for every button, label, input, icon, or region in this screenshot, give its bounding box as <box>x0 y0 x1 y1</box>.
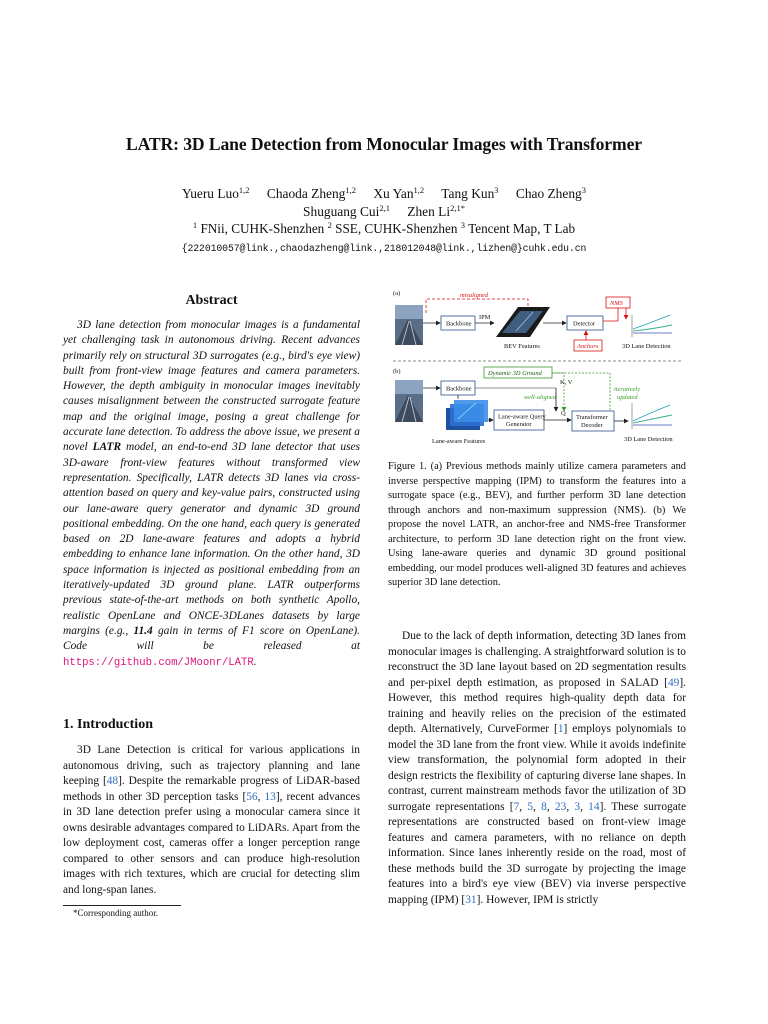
code-link[interactable]: https://github.com/JMoonr/LATR <box>63 656 254 669</box>
road-image-b <box>395 380 423 422</box>
introduction-body: 3D Lane Detection is critical for various applications in autonomous driving, such as trajectory planning and lane keeping [48]. Despite the remarkable progress of LiDAR-based methods in other 3D perception tasks [56, 13], recent advances in 3D lane detection prefer using a monocular camera since it owns desirable advantages compared to LiDARs. Apart from the low deployment cost, cameras offer a longer perception range compared to other sensors and can produce high-resolution images with rich textures, which are crucial for detecting slim and long-span lanes. <box>63 744 360 896</box>
citation-link[interactable]: 13 <box>264 790 276 803</box>
author: Yueru Luo$^{1,2}$ <box>182 185 250 201</box>
well-aligned-label: well-aligned <box>524 394 556 401</box>
lane-aware-feature-stack <box>446 400 488 430</box>
lane-detection-label-a: 3D Lane Detection <box>622 343 671 350</box>
citation-link[interactable]: 7 <box>513 800 520 813</box>
affiliations: $^1$ FNii, CUHK-Shenzhen $^2$ SSE, CUHK-Shenzhen $^3$ Tencent Map, T Lab <box>192 220 576 236</box>
panel-b-label: (b) <box>393 368 401 375</box>
lane-output-b <box>632 403 672 429</box>
kv-label: K, V <box>560 379 573 386</box>
footnote-rule <box>63 905 181 906</box>
citation-link[interactable]: 1 <box>557 723 564 735</box>
citation-link[interactable]: 5 <box>527 800 534 813</box>
lane-output-a <box>632 315 672 337</box>
panel-a-label: (a) <box>393 290 401 297</box>
figure-1-diagram <box>388 285 688 453</box>
svg-text:Lane-aware Query: Lane-aware Query <box>498 413 546 421</box>
bev-features-label: BEV Features <box>504 343 540 350</box>
citation-link[interactable]: 3 <box>574 800 581 813</box>
citation-link[interactable]: 14 <box>588 800 600 813</box>
citation-link[interactable]: 56 <box>246 790 258 803</box>
footnote: *Corresponding author. <box>73 908 158 918</box>
iteratively-label: iteratively <box>614 386 640 393</box>
intro-right-column: Due to the lack of depth information, detecting 3D lanes from monocular images is challenging. A straightforward solution is to reconstruct the 3D lane layout based on 2D segmentation results and per-pixel depth estimation, as proposed in SALAD [49]. However, this method requires high-quality depth data for training and heavily relies on the precision of the estimated depth. Alternatively, CurveFormer [1] employs polynomials to model the 3D lane from the front view. While it avoids indefinite view transformation, the polynomial form adopted in their design restricts the flexibility of capturing diverse lane shapes. In contrast, current mainstream methods favor the utilization of 3D surrogate representations [7, 5, 8, 23, 3, 14]. These surrogate representations are constructed based on front-view image features and camera parameters, with no reliance on depth information. Since lanes inherently reside on the road, most of these methods build the 3D surrogate by projecting the image features into a bird's eye view (BEV) via inverse perspective mapping (IPM) [31]. However, IPM is strictly <box>388 630 687 906</box>
introduction-heading: 1. Introduction <box>63 717 153 732</box>
svg-text:Decoder: Decoder <box>581 422 603 429</box>
citation-link[interactable]: 8 <box>541 800 547 813</box>
svg-text:Backbone: Backbone <box>446 385 472 393</box>
q-label: Q <box>561 410 566 417</box>
citation-link[interactable]: 48 <box>106 775 119 787</box>
author: Chaoda Zheng$^{1,2}$ <box>266 185 356 201</box>
citation-link[interactable]: 23 <box>554 800 567 813</box>
svg-text:Dynamic 3D Ground: Dynamic 3D Ground <box>488 370 542 377</box>
svg-text:Backbone: Backbone <box>446 320 472 328</box>
lane-aware-features-label: Lane-aware Features <box>432 438 486 445</box>
svg-text:Transformer: Transformer <box>576 414 608 421</box>
svg-text:Detector: Detector <box>573 320 595 328</box>
updated-label: updated <box>617 394 638 401</box>
svg-text:NMS: NMS <box>610 300 623 307</box>
author: Shuguang Cui$^{2,1}$ <box>303 203 390 219</box>
abstract-body: 3D lane detection from monocular images is a fundamental yet challenging task in autonomous driving. Recent advances primarily rely on structural 3D surrogates (e.g., bird's eye view) built from front-view image features and camera parameters. However, the depth ambiguity in monocular images inevitably causes misalignment between the constructed surrogate feature map and the original image, posing a great challenge for accurate lane detection. To address the above issue, we present a novel LATR model, an end-to-end 3D lane detector that uses 3D-aware front-view features without transformed view representation. Specifically, LATR detects 3D lanes via cross-attention based on query and key-value pairs, constructed using our lane-aware query generator and dynamic 3D ground positional embedding. On the one hand, each query is generated based on 2D lane-aware features and adopts a hybrid embedding to enhance lane information. On the other hand, 3D space information is injected as positional embedding from an iteratively-updated 3D ground plane. LATR outperforms previous state-of-the-art methods on both synthetic Apollo, realistic OpenLane and ONCE-3DLanes datasets by large margins (e.g., 11.4 gain in terms of F1 score on OpenLane). Code will be released at https://github.com/JMoonr/LATR. <box>63 319 360 669</box>
bev-feature-map <box>496 307 550 337</box>
author: Xu Yan$^{1,2}$ <box>373 185 425 201</box>
author: Tang Kun$^3$ <box>441 185 499 201</box>
author-list <box>0 184 768 221</box>
author-line-2 <box>0 202 768 221</box>
ipm-label: IPM <box>479 314 491 321</box>
svg-text:Generator: Generator <box>506 421 532 428</box>
svg-text:Anchors: Anchors <box>577 343 599 350</box>
author: Chao Zheng$^3$ <box>515 185 586 201</box>
abstract-heading: Abstract <box>185 293 238 308</box>
lane-detection-label-b: 3D Lane Detection <box>624 436 673 443</box>
road-image-a <box>395 305 423 345</box>
author-line-1 <box>0 184 768 203</box>
author-emails: {222010057@link.,chaodazheng@link.,218012048@link.,lizhen@}cuhk.edu.cn <box>181 243 587 254</box>
paper-title: LATR: 3D Lane Detection from Monocular Images with Transformer <box>125 134 642 154</box>
misaligned-label: misaligned <box>460 292 489 299</box>
author: Zhen $Li^{2,1*}$ <box>407 203 465 219</box>
figure-1-caption: Figure 1. (a) Previous methods mainly utilize camera parameters and inverse perspective mapping (IPM) to transform the features into a surrogate space (e.g., BEV), and further perform 3D lane detection through anchors and non-maximum suppression (NMS). (b) We propose the novel LATR, an anchor-free and NMS-free Transformer architecture, to perform 3D lane detection right on the front view. Using lane-aware queries and dynamic 3D ground positional embedding, our model produces well-aligned 3D features and achieves superior 3D lane detection. <box>388 461 686 588</box>
citation-link[interactable]: 31 <box>465 893 477 906</box>
citation-link[interactable]: 49 <box>667 676 680 689</box>
